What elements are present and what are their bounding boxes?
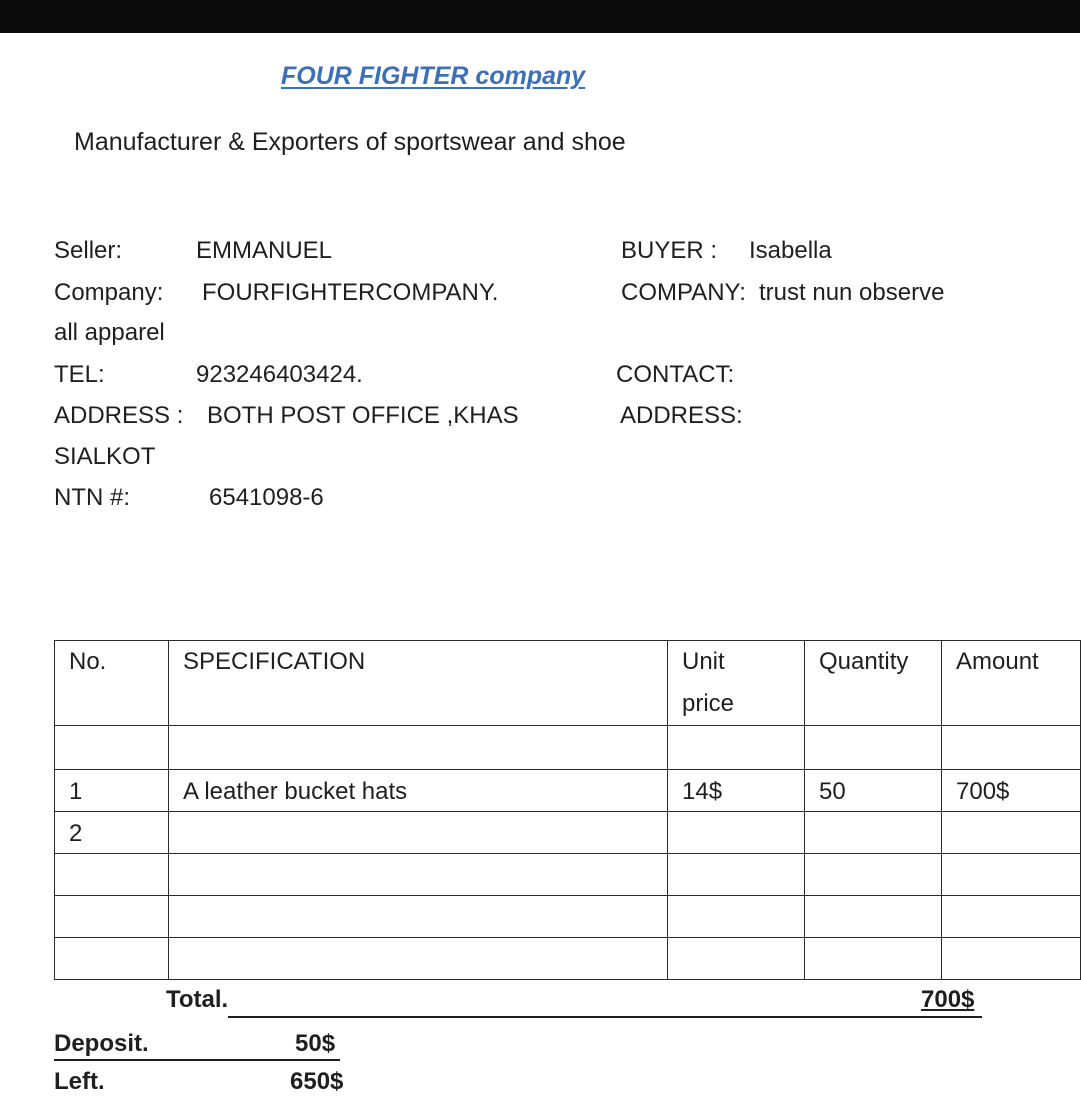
header-unit-price: Unit price bbox=[668, 641, 805, 726]
row-unit-price: 14$ bbox=[668, 770, 805, 812]
header-no: No. bbox=[55, 641, 169, 726]
row-quantity bbox=[805, 812, 942, 854]
deposit-value: 50$ bbox=[295, 1030, 336, 1057]
seller-company-value: FOURFIGHTERCOMPANY. bbox=[202, 279, 499, 306]
invoice-table bbox=[54, 640, 1081, 980]
seller-company-continued: all apparel bbox=[54, 319, 165, 346]
seller-company-label: Company: bbox=[54, 279, 164, 306]
seller-address-value: BOTH POST OFFICE ,KHAS bbox=[207, 402, 519, 429]
company-title: FOUR FIGHTER company bbox=[281, 62, 586, 90]
row-specification: A leather bucket hats bbox=[169, 770, 668, 812]
row-specification bbox=[169, 812, 668, 854]
table-row bbox=[55, 938, 1081, 980]
seller-address-label: ADDRESS : bbox=[54, 402, 184, 429]
table-row bbox=[55, 770, 1081, 812]
left-value: 650$ bbox=[290, 1068, 344, 1095]
header-amount: Amount bbox=[942, 641, 1081, 726]
table-header-row bbox=[55, 641, 1081, 726]
company-subtitle: Manufacturer & Exporters of sportswear and shoe bbox=[74, 128, 626, 156]
buyer-value: Isabella bbox=[749, 237, 832, 264]
header-specification: SPECIFICATION bbox=[169, 641, 668, 726]
top-black-bar bbox=[0, 0, 1080, 33]
seller-tel-value: 923246403424. bbox=[196, 361, 363, 388]
total-label: Total. bbox=[166, 986, 229, 1013]
buyer-contact-label: CONTACT: bbox=[616, 361, 735, 388]
row-unit-price bbox=[668, 812, 805, 854]
row-amount bbox=[942, 812, 1081, 854]
row-amount: 700$ bbox=[942, 770, 1081, 812]
table-row bbox=[55, 896, 1081, 938]
seller-ntn-label: NTN #: bbox=[54, 484, 131, 511]
left-label: Left. bbox=[54, 1068, 105, 1095]
seller-value: EMMANUEL bbox=[196, 237, 333, 264]
buyer-label: BUYER : bbox=[621, 237, 718, 264]
deposit-label: Deposit. bbox=[54, 1030, 149, 1057]
total-underline bbox=[228, 1016, 982, 1018]
row-no: 1 bbox=[55, 770, 169, 812]
table-row bbox=[55, 726, 1081, 770]
buyer-company-value: trust nun observe bbox=[759, 279, 945, 306]
buyer-address-label: ADDRESS: bbox=[620, 402, 743, 429]
seller-tel-label: TEL: bbox=[54, 361, 105, 388]
seller-ntn-value: 6541098-6 bbox=[209, 484, 324, 511]
buyer-company-label: COMPANY: bbox=[621, 279, 746, 306]
table-row bbox=[55, 812, 1081, 854]
header-quantity: Quantity bbox=[805, 641, 942, 726]
seller-address-continued: SIALKOT bbox=[54, 443, 156, 470]
row-quantity: 50 bbox=[805, 770, 942, 812]
deposit-underline bbox=[54, 1059, 340, 1061]
total-value: 700$ bbox=[921, 986, 975, 1013]
table-row bbox=[55, 854, 1081, 896]
seller-label: Seller: bbox=[54, 237, 123, 264]
row-no: 2 bbox=[55, 812, 169, 854]
